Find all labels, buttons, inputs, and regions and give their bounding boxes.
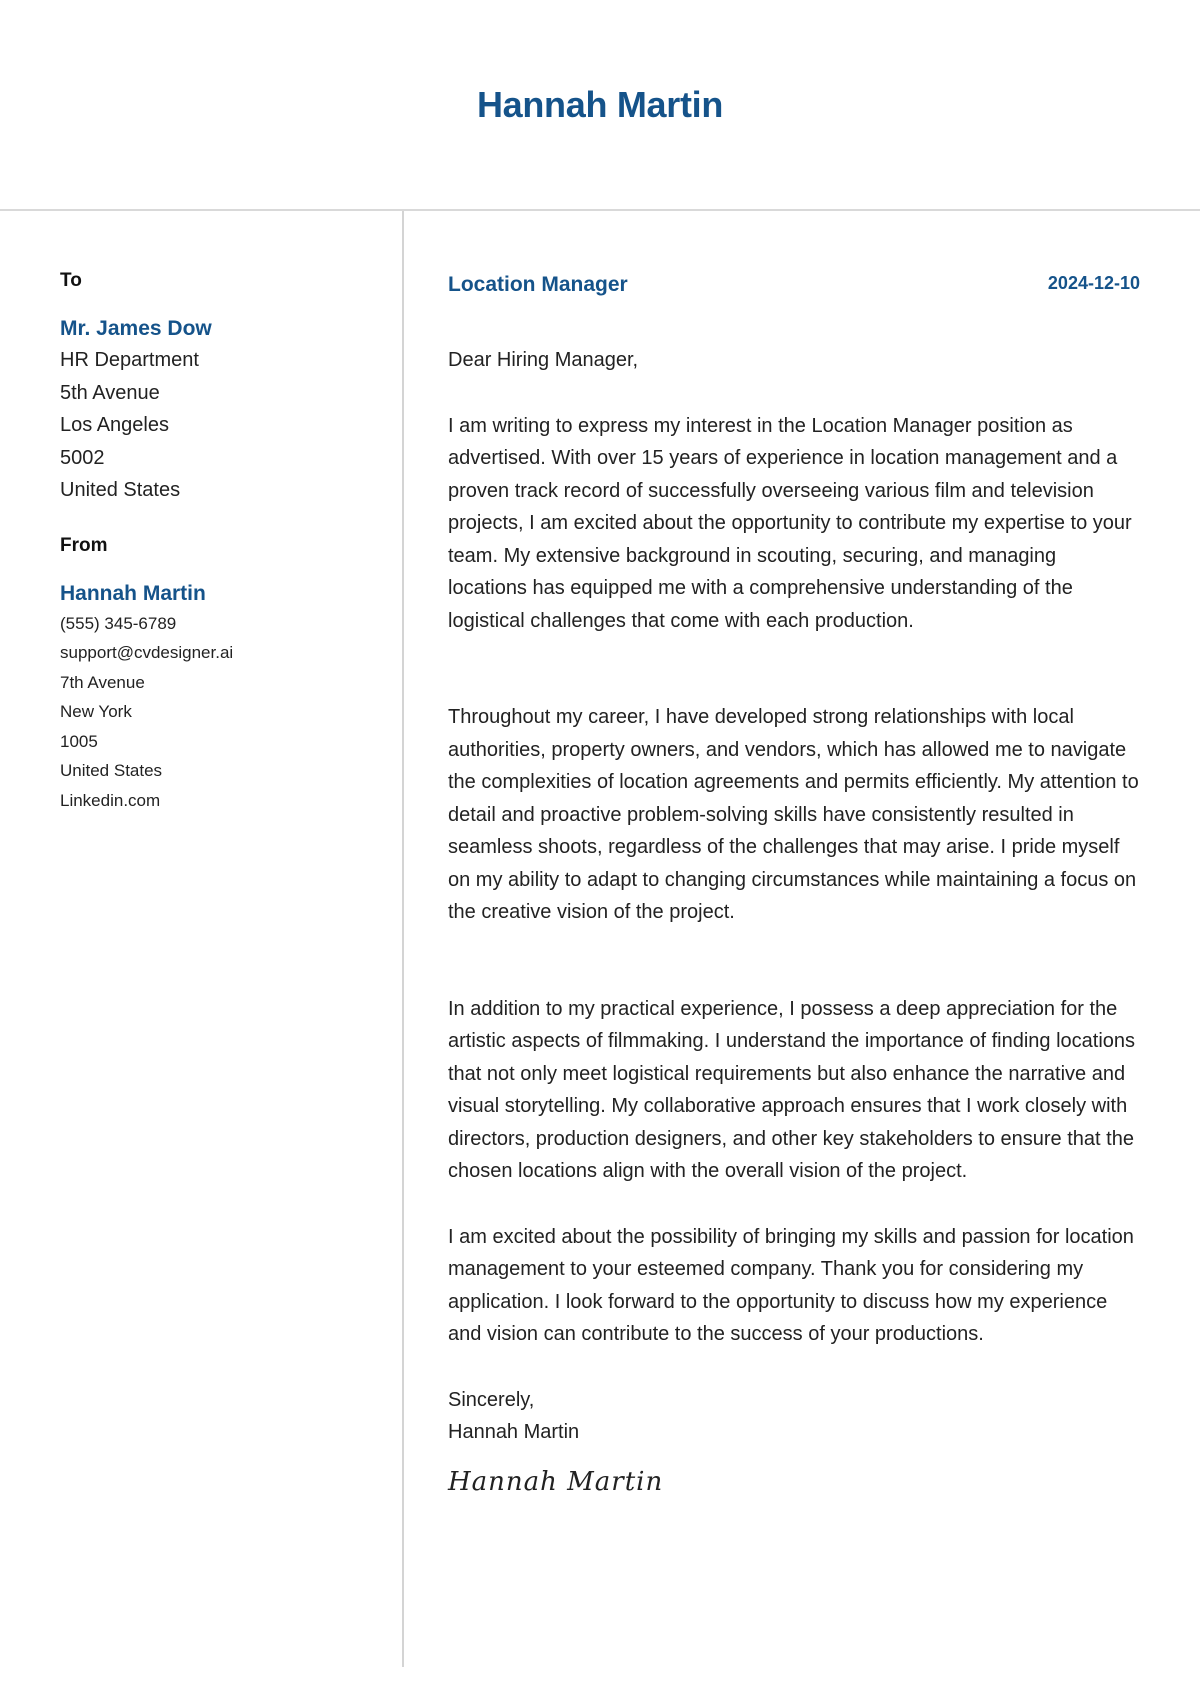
sender-street: 7th Avenue xyxy=(60,672,145,692)
recipient-country: United States xyxy=(60,479,181,501)
sender-phone: (555) 345-6789 xyxy=(60,613,177,633)
closing-phrase: Sincerely, xyxy=(448,1388,535,1411)
letter-body xyxy=(448,270,1140,1497)
closing-block xyxy=(448,1384,1140,1449)
letter-date: 2024-12-10 xyxy=(1047,273,1140,293)
recipient-label: To xyxy=(60,270,82,291)
paragraph-1: I am writing to express my interest in the Location Manager position as advertised. With over 15 years of experience in location management and a proven track record of successfully overseeing various film and television projects, I am excited about the opportunity to contribute my expertise to your team. My extensive background in scouting, securing, and managing locations has equipped me with a comprehensive understanding of the logistical challenges that come with each production. xyxy=(448,414,1132,632)
recipient-block xyxy=(60,270,380,507)
sender-block xyxy=(60,535,380,816)
sender-city: New York xyxy=(60,702,132,721)
sender-name: Hannah Martin xyxy=(60,581,206,605)
page-header xyxy=(0,0,1200,211)
sender-linkedin: Linkedin.com xyxy=(60,790,161,810)
paragraph-4: I am excited about the possibility of bringing my skills and passion for location management to your esteemed company. Thank you for considering my application. I look forward to the opportunity to discuss how my experience and vision can contribute to the success of your productions. xyxy=(448,1225,1134,1345)
sender-country: United States xyxy=(60,761,163,780)
signature: Hannah Martin xyxy=(448,1466,664,1497)
job-title: Location Manager xyxy=(448,273,628,296)
paragraph-2: Throughout my career, I have developed strong relationships with local authorities, property owners, and vendors, which has allowed me to navigate the complexities of location agreements and permits efficiently. My attention to detail and proactive problem-solving skills have consistently resulted in seamless shoots, regardless of the challenges that may arise. I pride myself on my ability to adapt to changing circumstances while maintaining a focus on the creative vision of the project. xyxy=(448,706,1139,923)
header-name: Hannah Martin xyxy=(476,84,724,125)
letter-title-row xyxy=(448,270,1140,304)
paragraph-3: In addition to my practical experience, I possess a deep appreciation for the artistic aspects of filmmaking. I understand the importance of finding locations that not only meet logistical requirements but also enhance the narrative and visual storytelling. My collaborative approach ensures that I work closely with directors, production designers, and other key stakeholders to ensure that the chosen locations align with the overall vision of the project. xyxy=(448,997,1136,1182)
sender-email: support@cvdesigner.ai xyxy=(60,643,234,662)
sender-contact xyxy=(60,609,380,816)
recipient-postcode: 5002 xyxy=(60,446,105,469)
recipient-city: Los Angeles xyxy=(60,414,169,436)
greeting: Dear Hiring Manager, xyxy=(448,349,639,371)
sender-postcode: 1005 xyxy=(60,731,98,751)
column-divider xyxy=(402,211,404,1667)
sender-label: From xyxy=(60,534,108,556)
sidebar xyxy=(60,270,380,815)
recipient-street: 5th Avenue xyxy=(60,381,160,404)
recipient-department: HR Department xyxy=(60,349,199,371)
recipient-name: Mr. James Dow xyxy=(60,317,212,340)
closing-name: Hannah Martin xyxy=(448,1421,580,1443)
recipient-address xyxy=(60,344,380,507)
